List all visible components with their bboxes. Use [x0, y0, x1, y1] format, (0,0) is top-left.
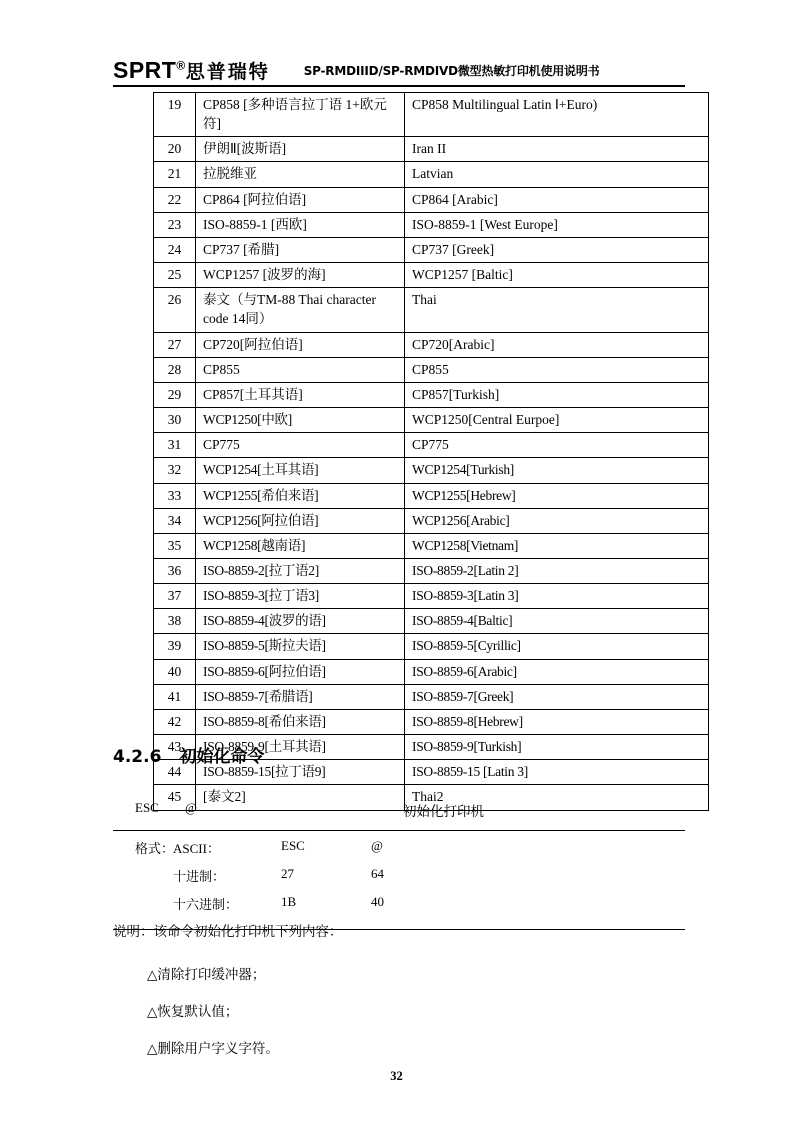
- format-row-value-1: 27: [281, 866, 294, 881]
- codepage-chinese-cell: WCP1257 [波罗的海]: [196, 263, 405, 288]
- codepage-english-cell: ISO-8859-3[Latin 3]: [405, 584, 709, 609]
- codepage-english-cell: ISO-8859-1 [West Europe]: [405, 212, 709, 237]
- codepage-english-cell: Thai2: [405, 785, 709, 810]
- codepage-english-cell: CP775: [405, 433, 709, 458]
- codepage-english-cell: CP858 Multilingual Latin Ⅰ+Euro): [405, 93, 709, 137]
- codepage-index-cell: 29: [154, 382, 196, 407]
- page-header: [113, 52, 685, 87]
- table-row: [154, 709, 709, 734]
- codepage-english-cell: Thai: [405, 288, 709, 332]
- codepage-index-cell: 28: [154, 357, 196, 382]
- codepage-index-cell: 42: [154, 709, 196, 734]
- codepage-chinese-cell: WCP1256[阿拉伯语]: [196, 508, 405, 533]
- table-row: [154, 684, 709, 709]
- command-format-rows: [113, 831, 685, 929]
- format-row-label: 十进制：: [173, 869, 226, 884]
- table-row: [154, 558, 709, 583]
- codepage-index-cell: 31: [154, 433, 196, 458]
- codepage-english-cell: ISO-8859-5[Cyrillic]: [405, 634, 709, 659]
- codepage-chinese-cell: CP720[阿拉伯语]: [196, 332, 405, 357]
- table-row: [154, 332, 709, 357]
- codepage-chinese-cell: CP737 [希腊]: [196, 237, 405, 262]
- codepage-index-cell: 25: [154, 263, 196, 288]
- table-row: [154, 634, 709, 659]
- codepage-english-cell: ISO-8859-2[Latin 2]: [405, 558, 709, 583]
- codepage-chinese-cell: CP864 [阿拉伯语]: [196, 187, 405, 212]
- codepage-english-cell: WCP1254[Turkish]: [405, 458, 709, 483]
- table-row: [154, 659, 709, 684]
- codepage-chinese-cell: WCP1250[中欧]: [196, 408, 405, 433]
- codepage-chinese-cell: 拉脱维亚: [196, 162, 405, 187]
- table-row: [154, 433, 709, 458]
- table-row: [154, 162, 709, 187]
- codepage-chinese-cell: WCP1254[土耳其语]: [196, 458, 405, 483]
- codepage-chinese-cell: CP858 [多种语言拉丁语 1+欧元符]: [196, 93, 405, 137]
- command-description: 初始化打印机: [403, 804, 484, 819]
- codepage-chinese-cell: CP775: [196, 433, 405, 458]
- format-row-value-2: @: [371, 838, 383, 853]
- codepage-chinese-cell: ISO-8859-8[希伯来语]: [196, 709, 405, 734]
- format-row-label: ASCII：: [173, 841, 220, 856]
- codepage-chinese-cell: ISO-8859-1 [西欧]: [196, 212, 405, 237]
- codepage-chinese-cell: ISO-8859-15[拉丁语9]: [196, 760, 405, 785]
- section-heading: [113, 742, 264, 767]
- table-row: [154, 408, 709, 433]
- codepage-english-cell: WCP1256[Arabic]: [405, 508, 709, 533]
- codepage-chinese-cell: ISO-8859-5[斯拉夫语]: [196, 634, 405, 659]
- table-row: [154, 137, 709, 162]
- codepage-index-cell: 33: [154, 483, 196, 508]
- codepage-english-cell: CP857[Turkish]: [405, 382, 709, 407]
- table-row: [154, 508, 709, 533]
- codepage-chinese-cell: WCP1255[希伯来语]: [196, 483, 405, 508]
- table-row: [154, 483, 709, 508]
- codepage-english-cell: ISO-8859-8[Hebrew]: [405, 709, 709, 734]
- codepage-english-cell: WCP1255[Hebrew]: [405, 483, 709, 508]
- format-row-value-2: 40: [371, 894, 384, 909]
- note-bullet-3: △删除用户字义字符。: [147, 1041, 279, 1056]
- codepage-english-cell: WCP1257 [Baltic]: [405, 263, 709, 288]
- table-row: [154, 187, 709, 212]
- codepage-english-cell: Latvian: [405, 162, 709, 187]
- codepage-index-cell: 30: [154, 408, 196, 433]
- format-row-value-2: 64: [371, 866, 384, 881]
- codepage-english-cell: ISO-8859-7[Greek]: [405, 684, 709, 709]
- codepage-index-cell: 19: [154, 93, 196, 137]
- registered-trademark-icon: ®: [176, 58, 186, 73]
- table-row: [154, 458, 709, 483]
- logo-chinese-name: 思普瑞特: [185, 61, 270, 83]
- command-name: ESC: [135, 800, 159, 815]
- table-row: [154, 93, 709, 137]
- codepage-chinese-cell: 伊朗Ⅱ[波斯语]: [196, 137, 405, 162]
- codepage-index-cell: 40: [154, 659, 196, 684]
- codepage-table: [153, 92, 709, 811]
- codepage-index-cell: 35: [154, 533, 196, 558]
- table-row: [154, 609, 709, 634]
- codepage-index-cell: 21: [154, 162, 196, 187]
- section-title: 初始化命令: [179, 747, 265, 767]
- codepage-chinese-cell: [泰文2]: [196, 785, 405, 810]
- format-row-value-1: ESC: [281, 838, 305, 853]
- command-format-row: [113, 866, 685, 894]
- codepage-chinese-cell: ISO-8859-7[希腊语]: [196, 684, 405, 709]
- command-block: [113, 800, 685, 930]
- codepage-chinese-cell: ISO-8859-4[波罗的语]: [196, 609, 405, 634]
- format-row-label: 十六进制：: [173, 897, 239, 912]
- codepage-english-cell: WCP1258[Vietnam]: [405, 533, 709, 558]
- page-number: 32: [390, 1069, 403, 1083]
- format-label: 格式：: [135, 841, 175, 856]
- table-row: [154, 357, 709, 382]
- codepage-index-cell: 36: [154, 558, 196, 583]
- note-intro: 说明：该命令初始化打印机下列内容：: [113, 924, 343, 939]
- codepage-index-cell: 24: [154, 237, 196, 262]
- codepage-index-cell: 34: [154, 508, 196, 533]
- command-symbol: @: [185, 800, 197, 815]
- note-bullet-2: △恢复默认值；: [147, 1004, 239, 1019]
- table-row: [154, 382, 709, 407]
- codepage-chinese-cell: ISO-8859-2[拉丁语2]: [196, 558, 405, 583]
- codepage-chinese-cell: ISO-8859-6[阿拉伯语]: [196, 659, 405, 684]
- codepage-chinese-cell: ISO-8859-9[土耳其语]: [196, 735, 405, 760]
- codepage-english-cell: Iran II: [405, 137, 709, 162]
- codepage-english-cell: CP855: [405, 357, 709, 382]
- note-bullet-1: △清除打印缓冲器；: [147, 967, 266, 982]
- codepage-chinese-cell: ISO-8859-3[拉丁语3]: [196, 584, 405, 609]
- codepage-table-body: [154, 93, 709, 811]
- codepage-english-cell: ISO-8859-4[Baltic]: [405, 609, 709, 634]
- codepage-english-cell: ISO-8859-9[Turkish]: [405, 735, 709, 760]
- table-row: [154, 288, 709, 332]
- table-row: [154, 212, 709, 237]
- codepage-index-cell: 32: [154, 458, 196, 483]
- codepage-index-cell: 43: [154, 735, 196, 760]
- codepage-chinese-cell: WCP1258[越南语]: [196, 533, 405, 558]
- codepage-english-cell: ISO-8859-15 [Latin 3]: [405, 760, 709, 785]
- codepage-index-cell: 41: [154, 684, 196, 709]
- codepage-index-cell: 26: [154, 288, 196, 332]
- codepage-index-cell: 22: [154, 187, 196, 212]
- table-row: [154, 263, 709, 288]
- table-row: [154, 237, 709, 262]
- sprt-logo: [113, 59, 270, 85]
- codepage-index-cell: 37: [154, 584, 196, 609]
- codepage-index-cell: 27: [154, 332, 196, 357]
- codepage-chinese-cell: CP857[土耳其语]: [196, 382, 405, 407]
- section-number: 4.2.6: [113, 747, 162, 767]
- table-row: [154, 533, 709, 558]
- command-format-row: [113, 894, 685, 922]
- codepage-english-cell: CP864 [Arabic]: [405, 187, 709, 212]
- table-row: [154, 584, 709, 609]
- codepage-index-cell: 45: [154, 785, 196, 810]
- logo-wordmark: SPRT: [113, 57, 177, 83]
- codepage-index-cell: 20: [154, 137, 196, 162]
- codepage-index-cell: 39: [154, 634, 196, 659]
- codepage-chinese-cell: 泰文（与TM-88 Thai character code 14同）: [196, 288, 405, 332]
- format-row-value-1: 1B: [281, 894, 297, 909]
- codepage-index-cell: 44: [154, 760, 196, 785]
- command-title-row: [113, 800, 685, 830]
- command-format-row: [113, 838, 685, 866]
- header-title: SP-RMDⅠⅠⅠD/SP-RMDⅠVD微型热敏打印机使用说明书: [303, 64, 600, 78]
- codepage-index-cell: 38: [154, 609, 196, 634]
- codepage-english-cell: CP737 [Greek]: [405, 237, 709, 262]
- codepage-english-cell: WCP1250[Central Eurpoe]: [405, 408, 709, 433]
- codepage-chinese-cell: CP855: [196, 357, 405, 382]
- codepage-index-cell: 23: [154, 212, 196, 237]
- codepage-english-cell: ISO-8859-6[Arabic]: [405, 659, 709, 684]
- codepage-english-cell: CP720[Arabic]: [405, 332, 709, 357]
